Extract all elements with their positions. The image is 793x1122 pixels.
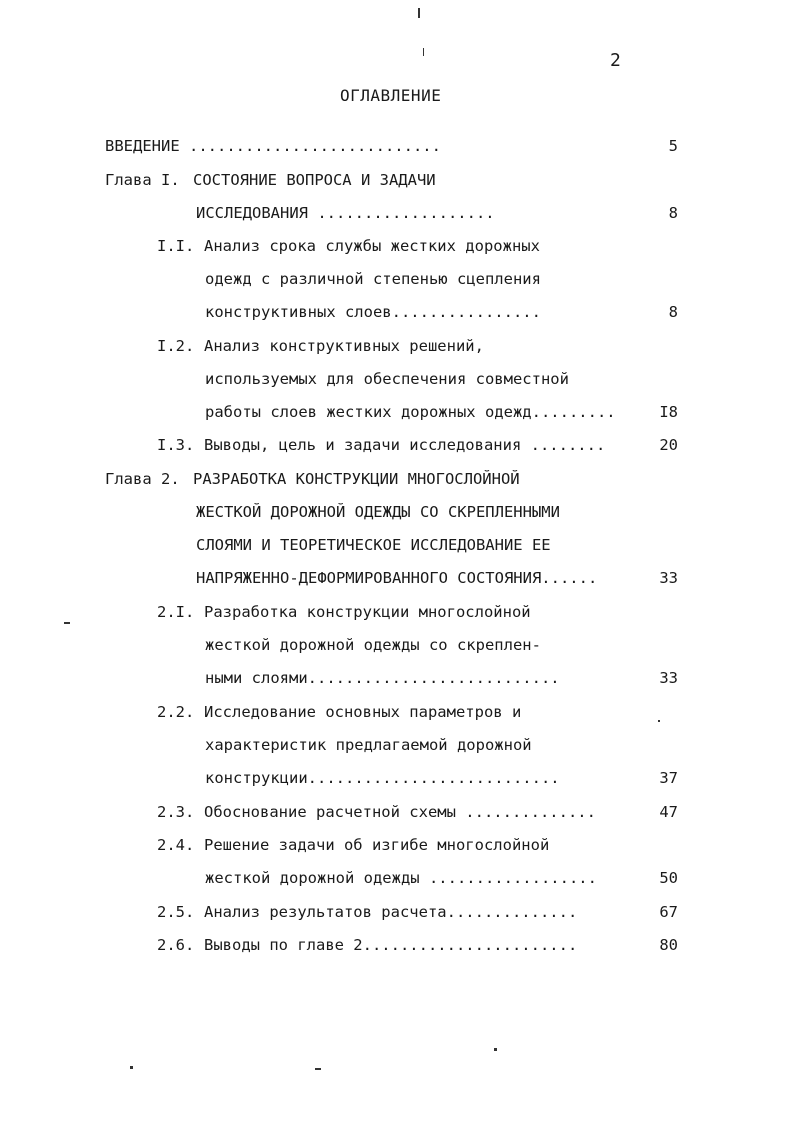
toc-entry-title: конструктивных слоев	[205, 303, 392, 321]
toc-entry	[193, 466, 520, 492]
toc-page-number: 37	[659, 769, 678, 787]
toc-entry-title: СЛОЯМИ И ТЕОРЕТИЧЕСКОЕ ИССЛЕДОВАНИЕ ЕЕ	[196, 536, 551, 554]
toc-page-number: 67	[659, 903, 678, 921]
page-title: ОГЛАВЛЕНИЕ	[340, 86, 442, 105]
toc-entry	[205, 632, 541, 658]
toc-entry	[196, 499, 560, 525]
toc-entry	[205, 865, 597, 891]
toc-number: Глава I.	[105, 171, 180, 189]
toc-page-number: 8	[668, 204, 678, 222]
toc-number: 2.6.	[157, 936, 195, 954]
toc-entry	[204, 832, 549, 858]
toc-entry-title: работы слоев жестких дорожных одежд	[205, 403, 532, 421]
toc-entry-title: ИССЛЕДОВАНИЯ	[196, 204, 318, 222]
toc-leader-dots: ...........................	[189, 137, 441, 155]
toc-page-number: 5	[668, 137, 678, 155]
toc-page-number: 33	[659, 569, 678, 587]
toc-entry	[205, 665, 560, 691]
toc-entry-title: конструкции	[205, 769, 308, 787]
toc-entry-title: ными слоями	[205, 669, 308, 687]
toc-entry	[204, 899, 577, 925]
toc-leader-dots: ........	[530, 436, 606, 454]
toc-leader-dots: ...........................	[307, 669, 560, 687]
scan-speck	[418, 8, 420, 18]
toc-leader-dots: ..................	[428, 869, 597, 887]
toc-page-number: I8	[659, 403, 678, 421]
toc-page-number: 33	[659, 669, 678, 687]
toc-entry-title: одежд с различной степенью сцепления	[205, 270, 541, 288]
toc-page-number: 8	[668, 303, 678, 321]
toc-number: 2.I.	[157, 603, 195, 621]
toc-entry-title: Решение задачи об изгибе многослойной	[204, 836, 550, 854]
toc-page-number: 47	[659, 803, 678, 821]
toc-number: 2.4.	[157, 836, 195, 854]
toc-number: Глава 2.	[105, 470, 180, 488]
toc-entry-title: используемых для обеспечения совместной	[205, 370, 569, 388]
toc-entry	[204, 699, 521, 725]
toc-entry	[196, 565, 597, 591]
toc-entry	[204, 932, 577, 958]
toc-entry-title: Анализ результатов расчета	[204, 903, 447, 921]
toc-number: 2.2.	[157, 703, 195, 721]
page-number: 2	[610, 50, 621, 71]
toc-entry-title: Выводы, цель и задачи исследования	[204, 436, 531, 454]
toc-entry	[196, 200, 495, 226]
toc-entry	[205, 732, 532, 758]
toc-entry-title: жесткой дорожной одежды	[205, 869, 429, 887]
toc-number: I.2.	[157, 337, 195, 355]
toc-entry-title: ВВЕДЕНИЕ	[105, 137, 189, 155]
toc-number: I.I.	[157, 237, 195, 255]
scan-speck	[658, 720, 660, 722]
toc-entry	[196, 532, 551, 558]
toc-entry	[204, 333, 484, 359]
toc-leader-dots: ................	[391, 303, 541, 321]
toc-entry-title: Разработка конструкции многослойной	[204, 603, 531, 621]
toc-entry-title: Выводы по главе 2	[204, 936, 363, 954]
toc-entry-title: характеристик предлагаемой дорожной	[205, 736, 532, 754]
toc-entry	[204, 799, 596, 825]
toc-page-number: 80	[659, 936, 678, 954]
toc-entry	[204, 233, 540, 259]
toc-entry	[205, 266, 541, 292]
toc-entry	[204, 432, 605, 458]
toc-entry-title: НАПРЯЖЕННО-ДЕФОРМИРОВАННОГО СОСТОЯНИЯ	[196, 569, 542, 587]
scan-speck	[315, 1068, 321, 1070]
toc-entry-title: жесткой дорожной одежды со скреплен-	[205, 636, 541, 654]
toc-entry	[193, 167, 436, 193]
toc-leader-dots: ...................	[317, 204, 495, 222]
toc-leader-dots: ..............	[465, 803, 596, 821]
toc-entry-title: ЖЕСТКОЙ ДОРОЖНОЙ ОДЕЖДЫ СО СКРЕПЛЕННЫМИ	[196, 503, 560, 521]
toc-number: 2.3.	[157, 803, 195, 821]
scan-speck	[494, 1048, 497, 1051]
toc-entry-title: Обоснование расчетной схемы	[204, 803, 466, 821]
toc-entry-title: Анализ конструктивных решений,	[204, 337, 484, 355]
toc-entry	[205, 399, 616, 425]
toc-page-number: 50	[659, 869, 678, 887]
toc-entry-title: РАЗРАБОТКА КОНСТРУКЦИИ МНОГОСЛОЙНОЙ	[193, 470, 520, 488]
toc-number: I.3.	[157, 436, 195, 454]
toc-leader-dots: ..............	[446, 903, 578, 921]
toc-entry	[205, 765, 560, 791]
scan-speck	[423, 48, 424, 56]
toc-leader-dots: ......	[541, 569, 598, 587]
toc-leader-dots: ...........................	[307, 769, 560, 787]
toc-entry	[205, 366, 569, 392]
toc-leader-dots: .......................	[362, 936, 578, 954]
toc-page-number: 20	[659, 436, 678, 454]
toc-leader-dots: .........	[531, 403, 616, 421]
toc-entry	[204, 599, 531, 625]
toc-entry	[105, 133, 441, 159]
scan-speck	[130, 1066, 133, 1069]
toc-entry-title: Исследование основных параметров и	[204, 703, 522, 721]
toc-entry	[205, 299, 541, 325]
toc-entry-title: СОСТОЯНИЕ ВОПРОСА И ЗАДАЧИ	[193, 171, 436, 189]
toc-entry-title: Анализ срока службы жестких дорожных	[204, 237, 540, 255]
toc-number: 2.5.	[157, 903, 195, 921]
scan-speck	[64, 622, 70, 624]
